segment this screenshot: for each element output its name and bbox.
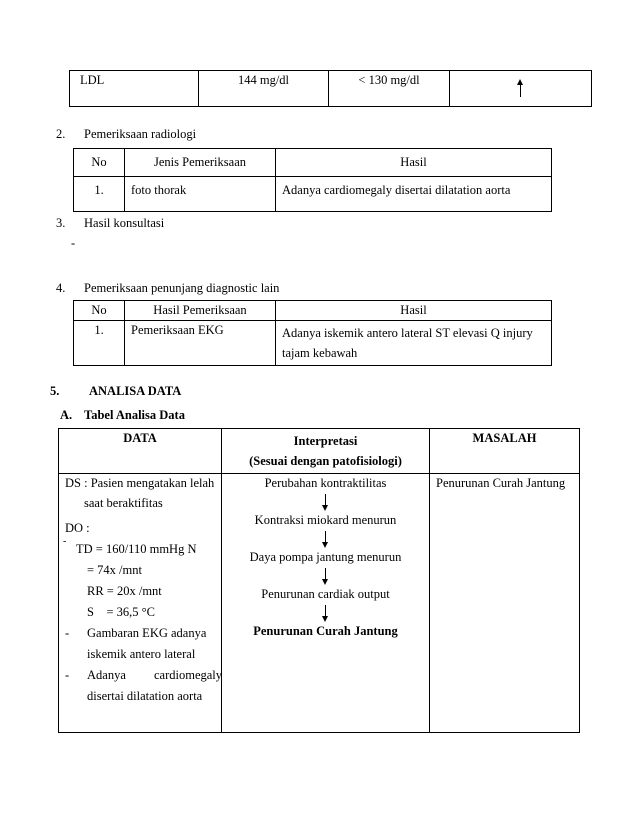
interpretation-title: Interpretasi — [293, 434, 358, 448]
cardio-dash: - — [65, 668, 70, 682]
rr-value: RR = 20x /mnt — [87, 584, 162, 598]
flow-step: Kontraksi miokard menurun — [254, 513, 397, 527]
ekg-dash: - — [65, 626, 70, 640]
section-title: Pemeriksaan radiologi — [84, 127, 197, 141]
section-title: ANALISA DATA — [89, 384, 182, 398]
cardio-word-b: cardiomegaly — [154, 668, 223, 682]
row-no: 1. — [74, 177, 125, 212]
analysis-table — [58, 428, 580, 733]
row-result-line2: tajam kebawah — [282, 346, 358, 360]
table-header-row — [74, 301, 552, 321]
flow-step: Penurunan cardiak output — [261, 587, 390, 601]
ds-line2: saat beraktifitas — [84, 496, 163, 510]
row-type: Pemeriksaan EKG — [125, 321, 276, 366]
cardio-line2: disertai dilatation aorta — [87, 689, 203, 703]
section-number: 2. — [56, 127, 66, 141]
section-content: - — [71, 236, 76, 250]
table-row — [59, 474, 580, 733]
n-value: = 74x /mnt — [87, 563, 142, 577]
table-row — [74, 321, 552, 366]
diagnostic-table — [73, 300, 552, 366]
arrow-down-icon — [325, 605, 326, 620]
subsection-number: A. — [60, 408, 73, 422]
table-header-row — [59, 429, 580, 474]
interpretation-subtitle: (Sesuai dengan patofisiologi) — [249, 454, 402, 468]
arrow-up-icon — [520, 83, 521, 97]
flow-step: Daya pompa jantung menurun — [249, 550, 402, 564]
row-result — [276, 321, 552, 366]
row-type: foto thorak — [125, 177, 276, 212]
interpretation-cell — [222, 474, 430, 733]
subsection-title: Tabel Analisa Data — [84, 408, 185, 422]
col-header-interpretation — [222, 429, 430, 474]
section-number: 4. — [56, 281, 66, 295]
section-title: Hasil konsultasi — [84, 216, 165, 230]
col-header-type: Hasil Pemeriksaan — [125, 301, 276, 321]
radiology-table — [73, 148, 552, 212]
col-header-no: No — [74, 149, 125, 177]
table-header-row — [74, 149, 552, 177]
td-dash: - — [63, 536, 67, 547]
col-header-type: Jenis Pemeriksaan — [125, 149, 276, 177]
cardio-word-a: Adanya — [87, 668, 126, 682]
row-result: Adanya cardiomegaly disertai dilatation aorta — [276, 177, 552, 212]
section-number: 3. — [56, 216, 66, 230]
ldl-name: LDL — [70, 71, 199, 107]
do-label: DO : — [65, 521, 90, 535]
col-header-problem: MASALAH — [430, 429, 580, 474]
ekg-line2: iskemik antero lateral — [87, 647, 196, 661]
ds-line1: DS : Pasien mengatakan lelah — [65, 476, 215, 490]
flow-conclusion: Penurunan Curah Jantung — [253, 624, 398, 638]
ekg-line1: Gambaran EKG adanya — [87, 626, 207, 640]
col-header-result: Hasil — [276, 301, 552, 321]
ldl-indicator — [450, 71, 592, 107]
table-row — [74, 177, 552, 212]
arrow-down-icon — [325, 568, 326, 583]
col-header-result: Hasil — [276, 149, 552, 177]
data-cell — [59, 474, 222, 733]
s-value: S = 36,5 °C — [87, 605, 155, 619]
td-value: TD = 160/110 mmHg N — [76, 542, 197, 556]
flow-step: Perubahan kontraktilitas — [264, 476, 387, 490]
arrow-down-icon — [325, 531, 326, 546]
row-result-line1: Adanya iskemik antero lateral ST elevasi Q injury — [282, 326, 533, 340]
ldl-table — [69, 70, 592, 107]
col-header-data: DATA — [59, 429, 222, 474]
ldl-value: 144 mg/dl — [199, 71, 329, 107]
col-header-no: No — [74, 301, 125, 321]
table-row — [70, 71, 592, 107]
problem-cell: Penurunan Curah Jantung — [430, 474, 580, 733]
ldl-normal: < 130 mg/dl — [329, 71, 450, 107]
section-title: Pemeriksaan penunjang diagnostic lain — [84, 281, 280, 295]
section-number: 5. — [50, 384, 60, 398]
row-no: 1. — [74, 321, 125, 366]
arrow-down-icon — [325, 494, 326, 509]
